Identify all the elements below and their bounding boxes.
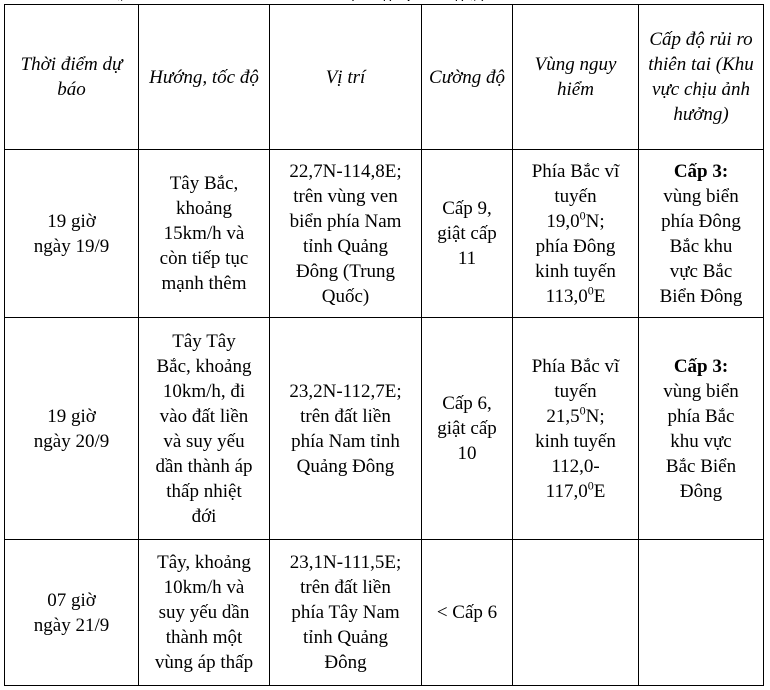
cell-intensity: < Cấp 6 [422, 540, 513, 686]
cell-danger-zone: Phía Bắc vĩ tuyến 19,0$^0$N; phía Đông kinh tuyến 113,0$^0$E [513, 150, 639, 318]
header-risk-level: Cấp độ rủi ro thiên tai (Khu vực chịu ảnh hưởng) [639, 5, 764, 150]
cell-risk-level-empty [639, 540, 764, 686]
header-time: Thời điểm dự báo [5, 5, 139, 150]
cell-position: 23,2N-112,7E; trên đất liền phía Nam tỉnh Quảng Đông [270, 318, 422, 540]
header-intensity: Cường độ [422, 5, 513, 150]
table-row [5, 150, 764, 318]
cell-intensity: Cấp 6, giật cấp 10 [422, 318, 513, 540]
cell-direction: Tây Tây Bắc, khoảng 10km/h, đi vào đất liền và suy yếu dần thành áp thấp nhiệt đới [139, 318, 270, 540]
cell-intensity: Cấp 9, giật cấp 11 [422, 150, 513, 318]
cell-risk-level: Cấp 3: vùng biển phía Bắc khu vực Bắc Biển Đông [639, 318, 764, 540]
clipped-text-right [350, 0, 485, 1]
cell-time: 07 giờ ngày 21/9 [5, 540, 139, 686]
clipped-text-left [118, 0, 127, 1]
cell-position: 23,1N-111,5E; trên đất liền phía Tây Nam tỉnh Quảng Đông [270, 540, 422, 686]
forecast-table [4, 4, 764, 686]
header-direction: Hướng, tốc độ [139, 5, 270, 150]
cell-time: 19 giờ ngày 20/9 [5, 318, 139, 540]
table-header-row [5, 5, 764, 150]
cell-danger-zone-empty [513, 540, 639, 686]
risk-level-label: Cấp 3: [673, 160, 729, 182]
table-row [5, 540, 764, 686]
table-row [5, 318, 764, 540]
cell-direction: Tây Bắc, khoảng 15km/h và còn tiếp tục mạnh thêm [139, 150, 270, 318]
cell-position: 22,7N-114,8E; trên vùng ven biển phía Nam tỉnh Quảng Đông (Trung Quốc) [270, 150, 422, 318]
cell-time: 19 giờ ngày 19/9 [5, 150, 139, 318]
risk-level-label: Cấp 3: [673, 355, 729, 377]
header-position: Vị trí [270, 5, 422, 150]
cell-danger-zone: Phía Bắc vĩ tuyến 21,5$^0$N; kinh tuyến 112,0- 117,0$^0$E [513, 318, 639, 540]
cell-direction: Tây, khoảng 10km/h và suy yếu dần thành một vùng áp thấp [139, 540, 270, 686]
header-danger-zone: Vùng nguy hiểm [513, 5, 639, 150]
clipped-top-text [0, 0, 770, 1]
cell-risk-level: Cấp 3: vùng biển phía Đông Bắc khu vực Bắc Biển Đông [639, 150, 764, 318]
